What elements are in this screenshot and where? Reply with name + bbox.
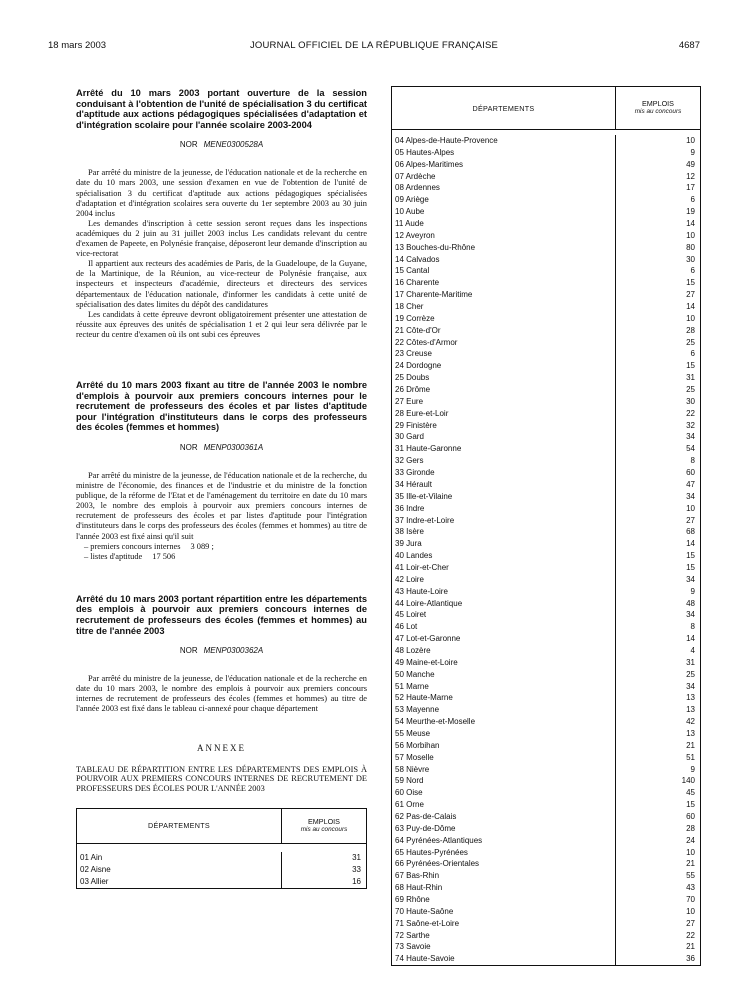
issue-date: 18 mars 2003 [48,40,107,51]
table-row-departement: 17 Charente-Maritime [395,290,473,300]
table-row-emplois: 30 [686,254,695,264]
table-row-departement: 54 Meurthe-et-Moselle [395,717,476,727]
table-row-emplois: 22 [686,930,695,940]
table-row-departement: 02 Aisne [80,864,111,874]
table-row-emplois: 8 [690,456,695,466]
table-row-emplois: 60 [686,468,695,478]
table-row-departement: 43 Haute-Loire [395,586,448,596]
table-row-emplois: 10 [686,503,695,513]
table-header [77,809,366,844]
table-row-departement: 14 Calvados [395,254,440,264]
table-row-departement: 18 Cher [395,302,424,312]
page-header [48,40,700,54]
table-row-emplois: 25 [686,669,695,679]
table-body [77,844,366,888]
table-row-emplois: 60 [686,811,695,821]
nor-code: MENP0300362A [203,646,264,656]
table-row-emplois: 27 [686,918,695,928]
table-row-departement: 12 Aveyron [395,230,435,240]
table-row-departement: 26 Drôme [395,385,431,395]
table-row-emplois: 6 [690,349,695,359]
table-row-emplois: 34 [686,491,695,501]
arrete-3-title: Arrêté du 10 mars 2003 portant répartition entre les départements des emplois à pourvoir aux premiers concours internes de recrutement de professeurs des écoles (femmes et hommes) au titre de l'année 2003 [76,593,367,636]
nor-label: NOR [179,140,198,150]
table-row-departement: 22 Côtes-d'Armor [395,337,458,347]
table-row-departement: 38 Isère [395,527,424,537]
table-row-departement: 27 Eure [395,396,424,406]
table-body [392,130,700,965]
table-row-emplois: 51 [686,752,695,762]
table-row-emplois: 140 [681,776,695,786]
table-row-departement: 30 Gard [395,432,424,442]
table-row-emplois: 9 [690,586,695,596]
table-row-departement: 51 Marne [395,681,429,691]
departement-names [392,135,616,965]
table-row-departement: 19 Corrèze [395,313,435,323]
table-row-emplois: 14 [686,219,695,229]
table-row-emplois: 14 [686,539,695,549]
table-row-emplois: 36 [686,954,695,964]
journal-title: JOURNAL OFFICIEL DE LA RÉPUBLIQUE FRANÇAISE [249,40,499,51]
table-row-departement: 06 Alpes-Maritimes [395,159,464,169]
table-row-departement: 23 Creuse [395,349,432,359]
table-row-emplois: 24 [686,835,695,845]
table-row-departement: 63 Puy-de-Dôme [395,823,456,833]
arrete-2-paragraph: Par arrêté du ministre de la jeunesse, de l'éducation nationale et de la recherche, du ministre de l'économie, des finances et de l'industrie et du ministre de la fonction publique, de la réforme de l'Etat et de l'aménagement du territoire en date du 10 mars 2003, le nombre des emplois à pourvoir aux premiers concours internes de recrutement de professeurs des écoles et par listes d'aptitude pour l'intégration d'instituteurs dans le corps des professeurs des écoles (femmes et hommes) au titre de l'année 2003 est fixé ainsi qu'il suit [76,470,367,541]
table-row-departement: 39 Jura [395,539,422,549]
column-header-emplois [616,87,700,129]
table-row-emplois: 9 [690,147,695,157]
table-row-emplois: 33 [352,864,361,874]
table-row-emplois: 21 [686,859,695,869]
departements-table-part-2 [391,86,701,966]
table-row-departement: 08 Ardennes [395,183,440,193]
table-row-emplois: 42 [686,717,695,727]
arrete-1-paragraph: Les candidats à cette épreuve devront obligatoirement présenter une attestation de réussite aux épreuves des unités de spécialisation 1 et 2 qui leur sera délivrée par le recteur du centre d'examen où ils ont subi ces épreuves [76,309,367,339]
table-row-emplois: 13 [686,693,695,703]
table-row-departement: 74 Haute-Savoie [395,954,455,964]
table-row-departement: 40 Landes [395,551,433,561]
table-row-departement: 41 Loir-et-Cher [395,562,449,572]
table-row-departement: 62 Pas-de-Calais [395,811,457,821]
table-row-emplois: 70 [686,895,695,904]
column-header-emplois-sub: mis au concours [300,825,348,833]
arrete-3-paragraph: Par arrêté du ministre de la jeunesse, de l'éducation nationale et de la recherche en date du 10 mars 2003, le nombre des emplois à pourvoir aux premiers concours internes de recrutement de professeurs des écoles (femmes et hommes) au titre de l'année 2003 est fixé dans le tableau ci-annexé pour chaque département [76,674,367,714]
table-row-departement: 67 Bas-Rhin [395,871,440,881]
arrete-1-nor [76,140,367,149]
table-row-emplois: 15 [686,278,695,288]
table-row-departement: 29 Finistère [395,420,437,430]
column-header-emplois-label: EMPLOIS [642,99,674,108]
arrete-3-nor [76,646,367,655]
table-row-departement: 57 Moselle [395,752,434,762]
table-row-emplois: 10 [686,847,695,857]
emplois-values [616,135,700,965]
table-row-departement: 32 Gers [395,456,424,466]
table-row-departement: 70 Haute-Saône [395,906,454,916]
table-row-emplois: 27 [686,515,695,525]
table-row-departement: 31 Haute-Garonne [395,444,462,454]
table-row-emplois: 31 [686,373,695,383]
table-row-departement: 61 Orne [395,800,424,810]
table-row-emplois: 55 [686,871,695,881]
table-row-departement: 04 Alpes-de-Haute-Provence [395,136,498,145]
column-header-emplois-sub: mis au concours [634,108,682,115]
table-row-departement: 71 Saône-et-Loire [395,918,460,928]
table-row-departement: 53 Mayenne [395,705,440,715]
table-row-departement: 49 Maine-et-Loire [395,657,458,667]
annexe-table-title: TABLEAU DE RÉPARTITION ENTRE LES DÉPARTEMENTS DES EMPLOIS À POURVOIR AUX PREMIERS CONCOURS INTERNES DE RECRUTEMENT DE PROFESSEURS DES ÉCOLES POUR L'ANNÉE 2003 [76,764,367,794]
table-row-emplois: 13 [686,728,695,738]
table-row-departement: 10 Aube [395,207,425,217]
table-row-departement: 09 Ariège [395,195,429,205]
table-row-departement: 36 Indre [395,503,425,513]
table-row-emplois: 15 [686,800,695,810]
table-row-emplois: 47 [686,479,695,489]
table-row-departement: 25 Doubs [395,373,430,383]
table-row-departement: 28 Eure-et-Loir [395,408,449,418]
table-row-emplois: 21 [686,942,695,952]
table-row-departement: 64 Pyrénées-Atlantiques [395,835,483,845]
table-row-departement: 05 Hautes-Alpes [395,147,455,157]
table-row-departement: 56 Morbihan [395,740,440,750]
table-row-emplois: 27 [686,290,695,300]
table-row-emplois: 6 [690,266,695,276]
table-row-departement: 24 Dordogne [395,361,442,371]
page-number: 4687 [678,40,700,51]
nor-code: MENE0300528A [203,140,264,150]
table-row-emplois: 45 [686,788,695,798]
table-row-departement: 55 Meuse [395,728,431,738]
table-row-emplois: 25 [686,337,695,347]
table-row-emplois: 14 [686,634,695,644]
annexe-heading: ANNEXE [197,742,246,753]
table-row-departement: 66 Pyrénées-Orientales [395,859,480,869]
table-row-departement: 11 Aude [395,219,424,229]
table-row-departement: 52 Haute-Marne [395,693,453,703]
list-item-label: – premiers concours internes [84,541,181,551]
nor-code: MENP0300361A [203,442,264,452]
table-row-departement: 37 Indre-et-Loire [395,515,455,525]
table-row-emplois: 22 [686,408,695,418]
table-row-emplois: 31 [352,852,361,862]
arrete-1-paragraph: Il appartient aux recteurs des académies de Paris, de la Guadeloupe, de la Guyane, de la Martinique, de la Réunion, au vice-recteur de Polynésie française, aux inspecteurs et inspecteurs d'académie, directeurs et directeurs des services départementaux de l'éducation nationale, d'informer les candidats à cette unité de spécialisation des dates limites du dépôt des candidatures [76,259,367,309]
table-row-departement: 21 Côte-d'Or [395,325,441,335]
table-row-departement: 58 Nièvre [395,764,430,774]
arrete-2-title: Arrêté du 10 mars 2003 fixant au titre de l'année 2003 le nombre d'emplois à pourvoir aux premiers concours internes pour le recrutement de professeurs des écoles et par listes d'aptitude pour l'intégration d'instituteurs dans le corps des professeurs des écoles (femmes et hommes) [76,379,367,433]
table-row-emplois: 34 [686,610,695,620]
table-row-departement: 07 Ardèche [395,171,436,181]
table-row-departement: 48 Lozère [395,645,431,655]
table-row-departement: 34 Hérault [395,479,432,489]
column-header-departements: DÉPARTEMENTS [77,809,282,843]
table-row-departement: 35 Ille-et-Vilaine [395,491,453,501]
table-row-emplois: 15 [686,562,695,572]
nor-label: NOR [179,646,198,656]
table-row-departement: 59 Nord [395,776,424,786]
table-row-departement: 73 Savoie [395,942,431,952]
table-row-emplois: 19 [686,207,695,217]
right-column [391,86,701,966]
table-row-emplois: 8 [690,622,695,632]
column-header-emplois-label: EMPLOIS [308,816,340,826]
table-row-emplois: 13 [686,705,695,715]
arrete-1-title: Arrêté du 10 mars 2003 portant ouverture de la session conduisant à l'obtention de l'unité de spécialisation 3 du certificat d'aptitude aux actions pédagogiques spécialisées d'adaptation et d'intégration scolaire pour l'année scolaire 2003-2004 [76,88,367,130]
table-row-emplois: 10 [686,136,695,145]
table-row-emplois: 28 [686,325,695,335]
table-row-emplois: 9 [690,764,695,774]
table-header [392,87,700,130]
table-row-departement: 15 Cantal [395,266,430,276]
list-item [84,552,367,562]
table-row-departement: 68 Haut-Rhin [395,883,443,893]
departement-names [77,852,282,888]
table-row-departement: 01 Ain [80,852,103,862]
table-row-emplois: 28 [686,823,695,833]
table-row-departement: 69 Rhône [395,895,430,904]
table-row-emplois: 10 [686,906,695,916]
list-item-value: 3 089 ; [190,541,214,551]
table-row-departement: 50 Manche [395,669,435,679]
column-header-departements: DÉPARTEMENTS [392,87,616,129]
table-row-departement: 47 Lot-et-Garonne [395,634,461,644]
table-row-emplois: 25 [686,385,695,395]
table-row-emplois: 43 [686,883,695,893]
table-row-departement: 13 Bouches-du-Rhône [395,242,476,252]
table-row-emplois: 10 [686,230,695,240]
table-row-departement: 16 Charente [395,278,440,288]
table-row-departement: 46 Lot [395,622,418,632]
table-row-emplois: 4 [690,645,695,655]
table-row-emplois: 17 [686,183,695,193]
emplois-values [282,852,366,888]
arrete-2-nor [76,443,367,452]
table-row-emplois: 30 [686,396,695,406]
table-row-emplois: 21 [686,740,695,750]
arrete-2-list [76,542,367,562]
table-row-emplois: 34 [686,432,695,442]
table-row-emplois: 80 [686,242,695,252]
table-row-emplois: 48 [686,598,695,608]
table-row-departement: 60 Oise [395,788,423,798]
table-row-emplois: 32 [686,420,695,430]
list-item [84,542,367,552]
table-row-emplois: 34 [686,574,695,584]
table-row-emplois: 12 [686,171,695,181]
table-row-emplois: 34 [686,681,695,691]
list-item-value: 17 506 [152,551,176,561]
table-row-emplois: 54 [686,444,695,454]
table-row-emplois: 10 [686,313,695,323]
left-column [76,88,367,889]
table-row-emplois: 31 [686,657,695,667]
table-row-departement: 44 Loire-Atlantique [395,598,463,608]
table-row-departement: 33 Gironde [395,468,435,478]
column-header-emplois [282,809,366,843]
departements-table-part-1 [76,808,367,889]
table-row-emplois: 6 [690,195,695,205]
arrete-1-paragraph: Par arrêté du ministre de la jeunesse, de l'éducation nationale et de la recherche en date du 10 mars 2003, une session d'examen en vue de l'obtention de l'unité de spécialisation 3 du certificat d'aptitude aux actions pédagogiques spécialisées d'adaptation et d'intégration scolaires sera ouverte du 1er septembre 2003 au 30 juin 2004 inclus [76,168,367,218]
table-row-emplois: 14 [686,302,695,312]
arrete-1-paragraph: Les demandes d'inscription à cette session seront reçues dans les inspections académiques du 2 juin au 31 juillet 2003 inclus Les candidats relevant du centre d'examen de Papeete, en Polynésie française, déposeront leur demande d'inscription au vice-rectorat [76,218,367,259]
table-row-departement: 03 Allier [80,876,109,886]
list-item-label: – listes d'aptitude [84,551,143,561]
table-row-departement: 42 Loire [395,574,424,584]
nor-label: NOR [179,442,198,452]
table-row-departement: 65 Hautes-Pyrénées [395,847,468,857]
table-row-emplois: 49 [686,159,695,169]
table-row-emplois: 68 [686,527,695,537]
table-row-departement: 72 Sarthe [395,930,430,940]
table-row-emplois: 16 [352,876,361,886]
table-row-departement: 45 Loiret [395,610,427,620]
table-row-emplois: 15 [686,551,695,561]
table-row-emplois: 15 [686,361,695,371]
